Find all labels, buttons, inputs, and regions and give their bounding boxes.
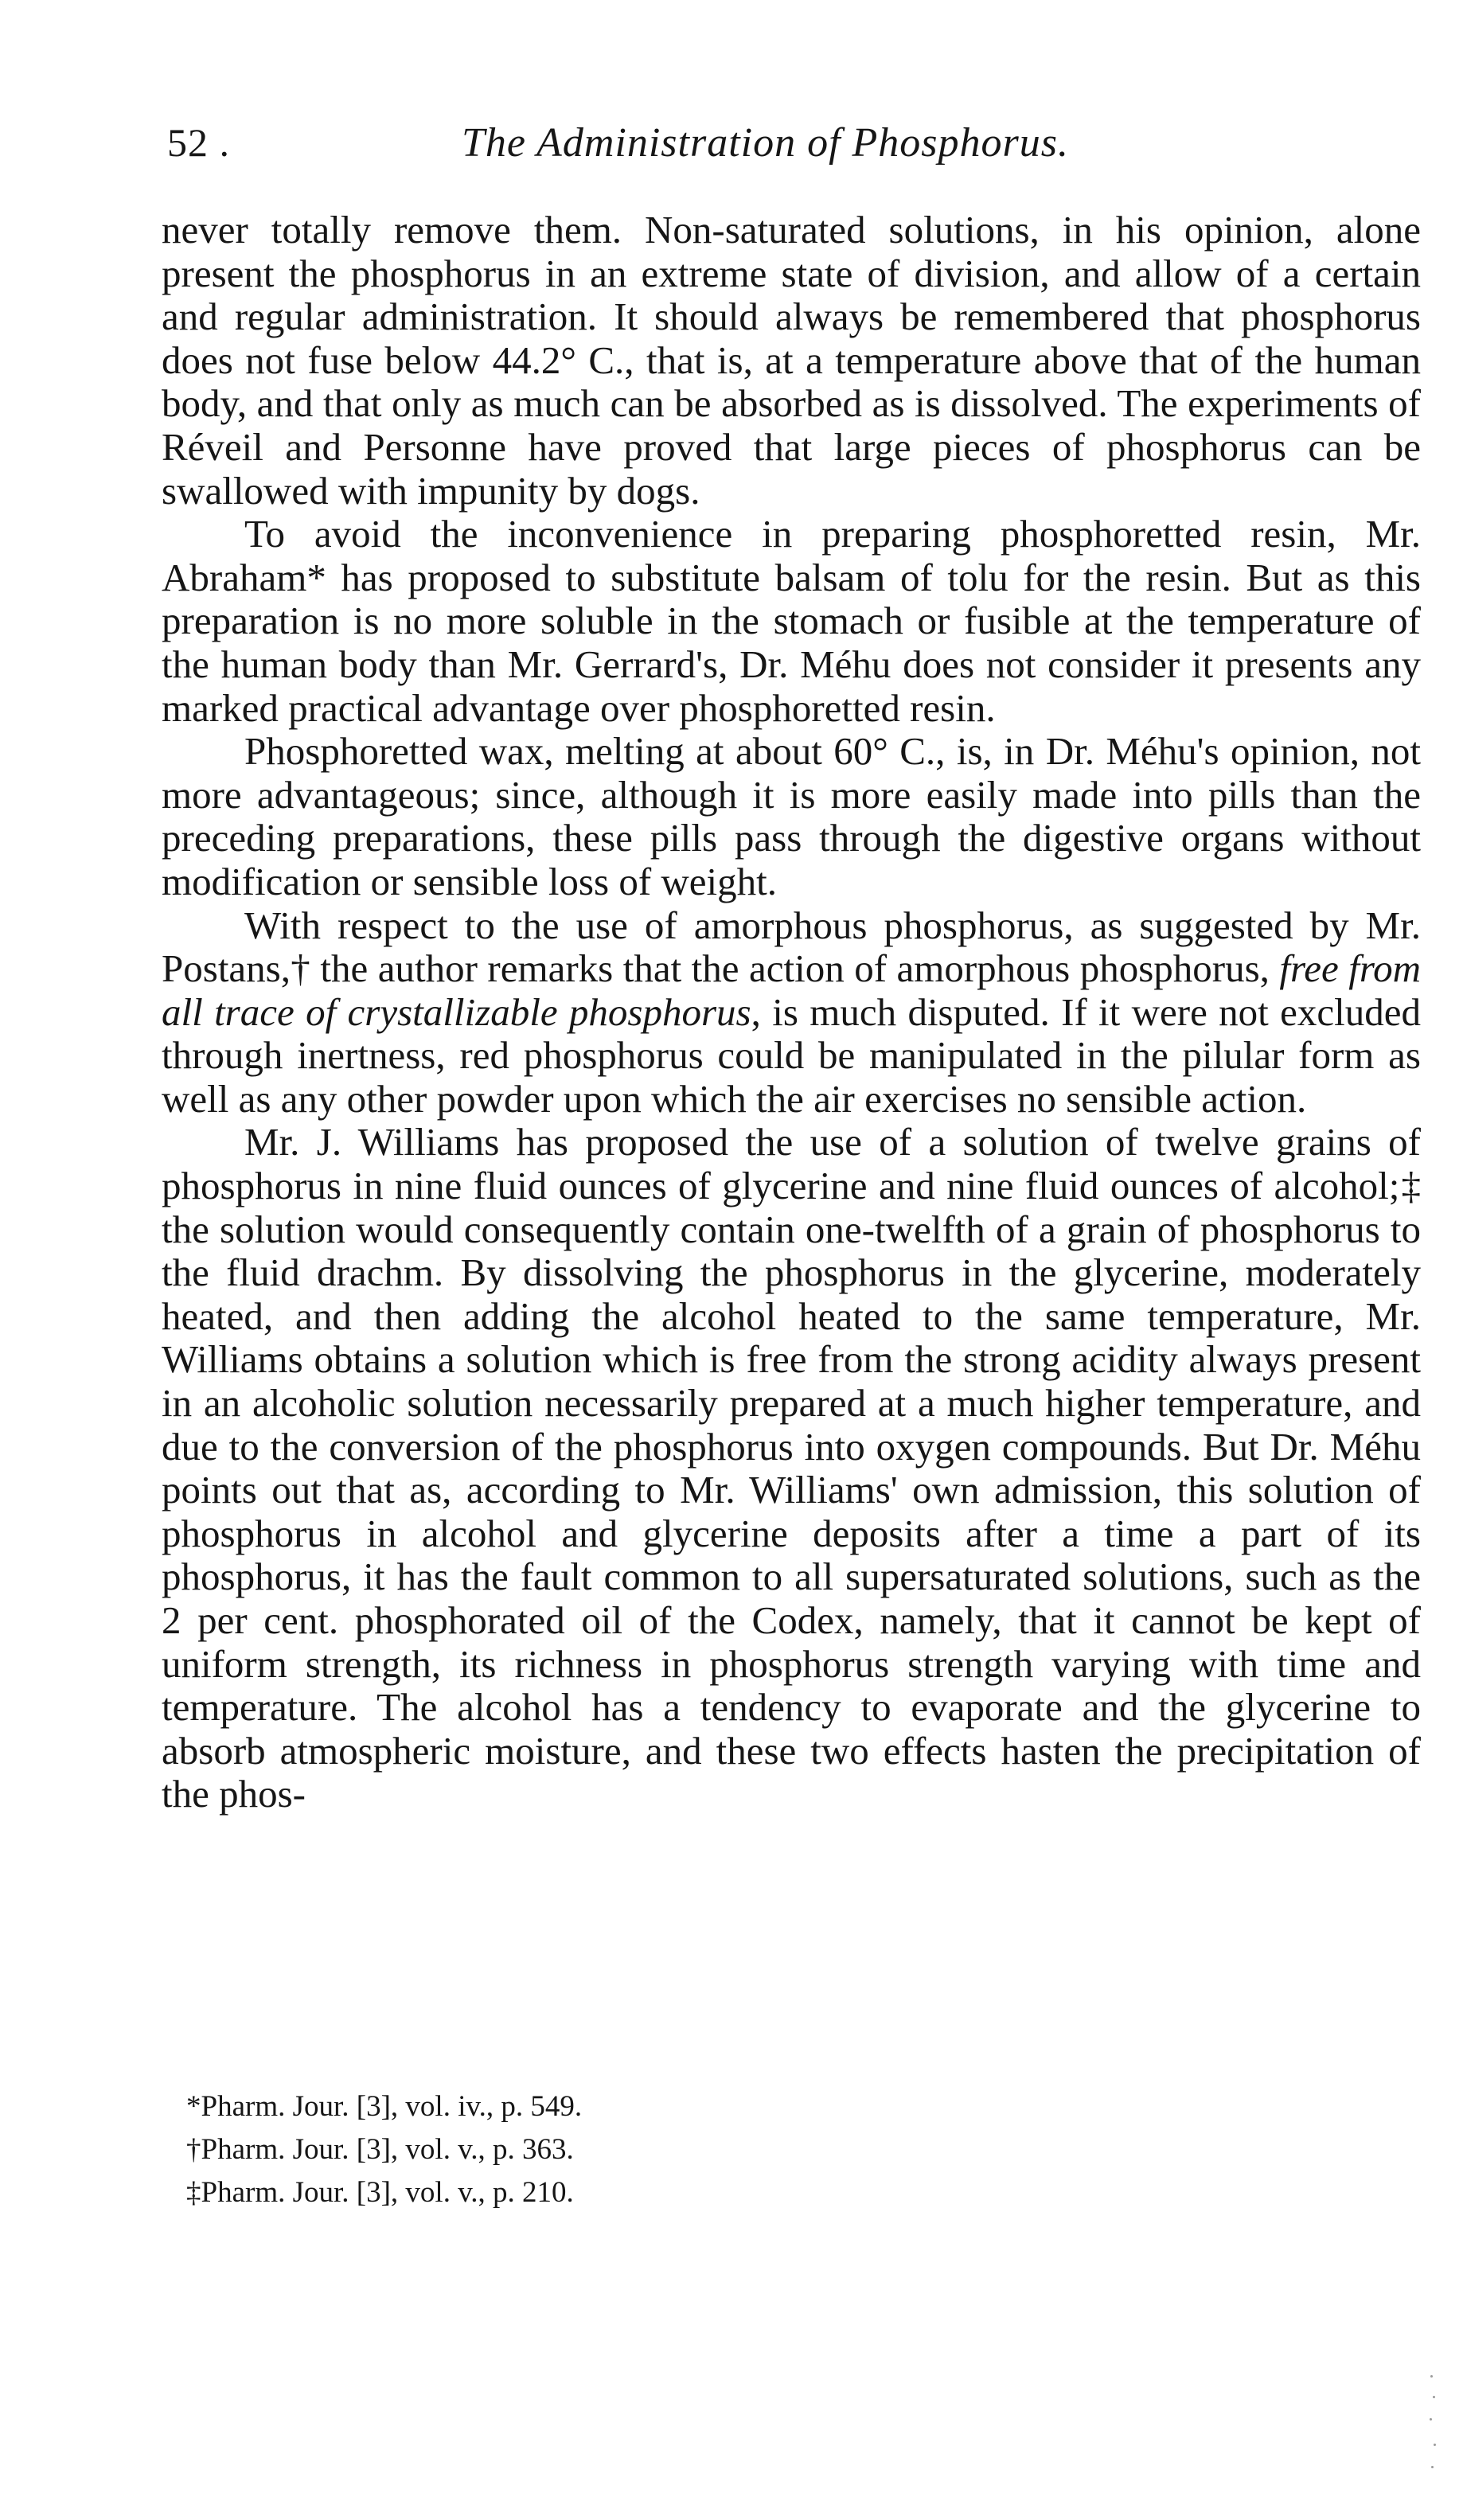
paragraph-4-italic-phrase: free from all trace of crystallizable phosphorus	[162, 946, 1421, 1034]
body-text	[162, 209, 1421, 1816]
paragraph-1: never totally remove them. Non-saturated solutions, in his opinion, alone present the phosphorus in an extreme state of division, and allow of a certain and regular administration. It should always be remembered that phosphorus does not fuse below 44.2° C., that is, at a temperature above that of the human body, and that only as much can be absorbed as is dissolved. The experiments of Réveil and Personne have proved that large pieces of phosphorus can be swallowed with impunity by dogs.	[162, 208, 1421, 513]
footnote-3: ‡Pharm. Jour. [3], vol. v., p. 210.	[186, 2176, 574, 2209]
speck	[1433, 2396, 1435, 2398]
speck	[1430, 2418, 1432, 2421]
page-number: 52 .	[167, 120, 230, 165]
speck	[1434, 2444, 1436, 2446]
footnote-2: †Pharm. Jour. [3], vol. v., p. 363.	[186, 2133, 574, 2166]
page-header	[167, 119, 1417, 183]
paragraph-5: Mr. J. Williams has proposed the use of a solution of twelve grains of phosphorus in nine fluid ounces of glycerine and nine fluid ounces of alcohol;‡ the solution would consequently contain one-twelfth of a grain of phosphorus to the fluid drachm. By dissolving the phosphorus in the glycerine, moderately heated, and then adding the alcohol heated to the same temperature, Mr. Williams obtains a solution which is free from the strong acidity always present in an alcoholic solution necessarily prepared at a much higher temperature, and due to the conversion of the phosphorus into oxygen compounds. But Dr. Méhu points out that as, according to Mr. Williams' own admission, this solution of phosphorus in alcohol and glycerine deposits after a time a part of its phosphorus, it has the fault common to all supersaturated solutions, such as the 2 per cent. phosphorated oil of the Codex, namely, that it cannot be kept of uniform strength, its richness in phosphorus strength varying with time and temperature. The alcohol has a tendency to evaporate and the glycerine to absorb atmospheric moisture, and these two effects hasten the precipitation of the phos-	[162, 1120, 1421, 1816]
paragraph-2: To avoid the inconvenience in preparing phosphoretted resin, Mr. Abraham* has proposed to substitute balsam of tolu for the resin. But as this preparation is no more soluble in the stomach or fusible at the temperature of the human body than Mr. Gerrard's, Dr. Méhu does not consider it presents any marked practical advantage over phosphoretted resin.	[162, 512, 1421, 730]
paragraph-4-text-start: With respect to the use of amorphous phosphorus, as suggested by Mr. Postans,† the author remarks that the action of amorphous phosphorus,	[162, 903, 1421, 991]
paragraph-4	[162, 904, 1421, 1122]
paragraph-3: Phosphoretted wax, melting at about 60° C., is, in Dr. Méhu's opinion, not more advantageous; since, although it is more easily made into pills than the preceding preparations, these pills pass through the digestive organs without modification or sensible loss of weight.	[162, 729, 1421, 903]
margin-specks	[1429, 2372, 1453, 2491]
footnote-1: *Pharm. Jour. [3], vol. iv., p. 549.	[186, 2090, 583, 2123]
footnotes	[186, 2085, 1141, 2214]
speck	[1430, 2375, 1433, 2378]
running-title: The Administration of Phosphorus.	[462, 120, 1070, 166]
paragraph-4-text-end: , is much disputed. If it were not excluded through inertness, red phosphorus could be manipulated in the pilular form as well as any other powder upon which the air exercises no sensible action.	[162, 989, 1421, 1121]
speck	[1431, 2466, 1434, 2468]
